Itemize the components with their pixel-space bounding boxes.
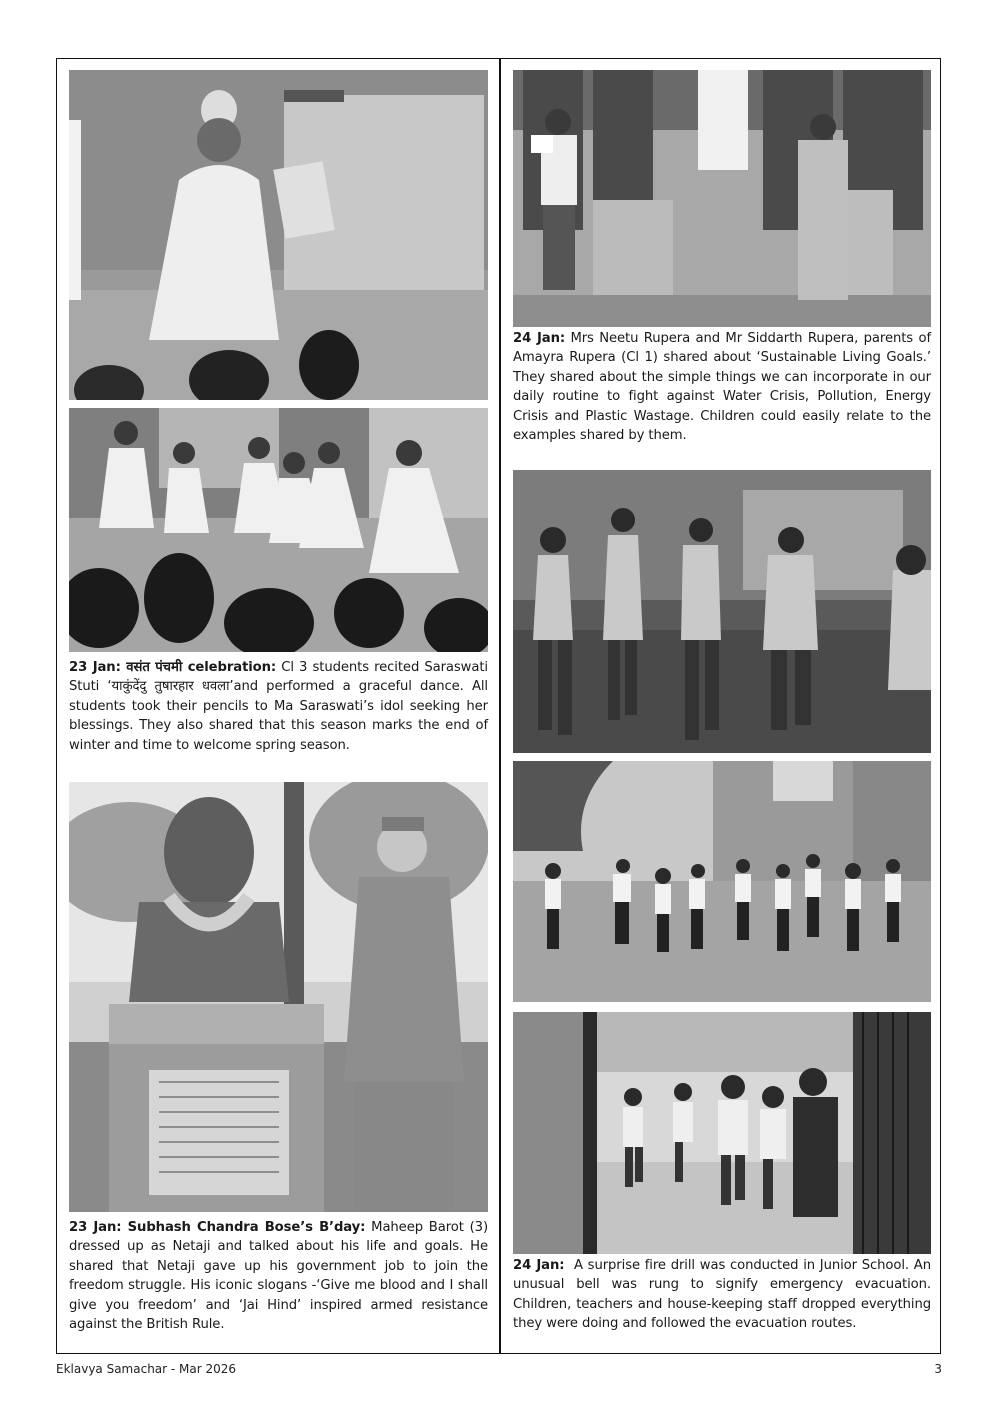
photo-netaji-bust [69,782,488,1212]
caption-body: Cl 3 students recited Saraswati Stuti ‘याकुंदेंदु तुषारहार धवला’and performed a graceful dance. All students took their pencils to Ma Saraswati’s idol seeking her blessings. They also shared that this season marks the end of winter and time to welcome spring season. [69,660,488,753]
column-divider [499,58,501,1354]
photo-children-running-indoor [513,470,931,753]
photo-saraswati-costume [69,70,488,400]
photo-fire-drill-exit [513,1012,931,1254]
caption-vasant-panchami [69,658,488,755]
caption-lead: 24 Jan: [513,1258,565,1273]
caption-lead: 23 Jan: वसंत पंचमी celebration: [69,660,277,675]
caption-fire-drill [513,1256,936,1334]
caption-lead: 23 Jan: Subhash Chandra Bose’s B’day: [69,1220,366,1235]
publication-name: Eklavya Samachar - Mar 2026 [56,1362,237,1376]
caption-body: A surprise fire drill was conducted in Junior School. An unusual bell was rung to signify emergency evacuation. Children, teachers and house-keeping staff dropped everything they were doing and followed the evacuation routes. [513,1258,936,1332]
photo-saraswati-dance [69,408,488,652]
page-number: 3 [934,1362,942,1376]
photo-children-running-courtyard [513,761,931,1002]
caption-sustainable-living [513,329,931,445]
caption-body: Maheep Barot (3) dressed up as Netaji and talked about his life and goals. He shared that Netaji gave up his government job to join the freedom struggle. His iconic slogans -‘Give me blood and I shall give you freedom’ and ‘Jai Hind’ inspired armed resistance against the British Rule. [69,1220,488,1333]
caption-body: Mrs Neetu Rupera and Mr Siddarth Rupera, parents of Amayra Rupera (Cl 1) shared about ‘Sustainable Living Goals.’ They shared about the simple things we can incorporate in our daily routine to fight against Water Crisis, Pollution, Energy Crisis and Plastic Wastage. Children could easily relate to the examples shared by them. [513,331,931,444]
photo-parents-talk [513,70,931,327]
caption-netaji-birthday [69,1218,488,1334]
caption-lead: 24 Jan: [513,331,566,346]
